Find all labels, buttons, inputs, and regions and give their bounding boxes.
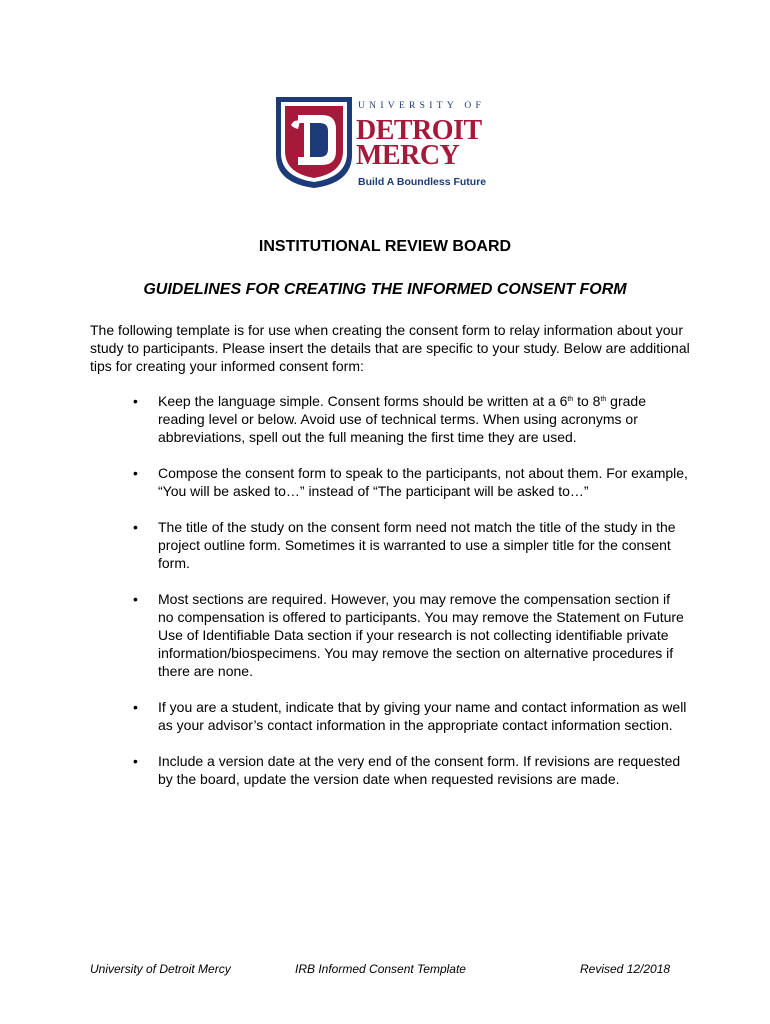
list-item	[0, 590, 688, 680]
logo-tagline: Build A Boundless Future	[358, 176, 487, 188]
bullet-icon: •	[133, 465, 138, 481]
bullet-icon: •	[133, 393, 138, 409]
list-item	[0, 518, 688, 572]
list-item	[0, 752, 688, 788]
list-item	[0, 464, 688, 500]
footer-document-title: IRB Informed Consent Template	[295, 962, 466, 976]
bullet-text: Include a version date at the very end of the consent form. If revisions are requested by the board, update the version date when requested revisions are made.	[158, 753, 681, 787]
bullet-icon: •	[133, 519, 138, 535]
intro-paragraph: The following template is for use when creating the consent form to relay information about your study to participants. Please insert the details that are specific to your study. Below are additional tips for creating your informed consent form:	[90, 322, 690, 374]
list-item	[0, 698, 688, 734]
university-logo	[274, 95, 504, 190]
footer-revision-date: Revised 12/2018	[580, 962, 671, 976]
bullet-text: If you are a student, indicate that by giving your name and contact information as well as your advisor’s contact information in the appropriate contact information section.	[158, 699, 687, 733]
page-subtitle: GUIDELINES FOR CREATING THE INFORMED CONSENT FORM	[143, 281, 627, 298]
guidelines-list	[0, 392, 770, 806]
logo-mercy: MERCY	[356, 140, 460, 171]
footer-institution: University of Detroit Mercy	[90, 962, 231, 976]
list-item	[0, 392, 688, 446]
bullet-text: Keep the language simple. Consent forms should be written at a 6th to 8th grade reading level or below. Avoid use of technical terms. When using acronyms or abbreviations, spell out the full meaning the first time they are used.	[158, 393, 646, 445]
bullet-icon: •	[133, 753, 138, 769]
shield-d-icon	[274, 95, 354, 190]
bullet-icon: •	[133, 699, 138, 715]
bullet-icon: •	[133, 591, 138, 607]
bullet-text: Compose the consent form to speak to the participants, not about them. For example, “You will be asked to…” instead of “The participant will be asked to…”	[158, 465, 688, 499]
bullet-text: Most sections are required. However, you may remove the compensation section if no compensation is offered to participants. You may remove the Statement on Future Use of Identifiable Data section if your research is not collecting identifiable private information/biospecimens. You may remove the section on alternative procedures if there are none.	[158, 591, 684, 679]
logo-detroit: DETROIT	[356, 115, 482, 146]
logo-university-of: UNIVERSITY OF	[358, 101, 486, 111]
bullet-text: The title of the study on the consent form need not match the title of the study in the project outline form. Sometimes it is warranted to use a simpler title for the consent form.	[158, 519, 676, 571]
page-title: INSTITUTIONAL REVIEW BOARD	[258, 238, 512, 255]
